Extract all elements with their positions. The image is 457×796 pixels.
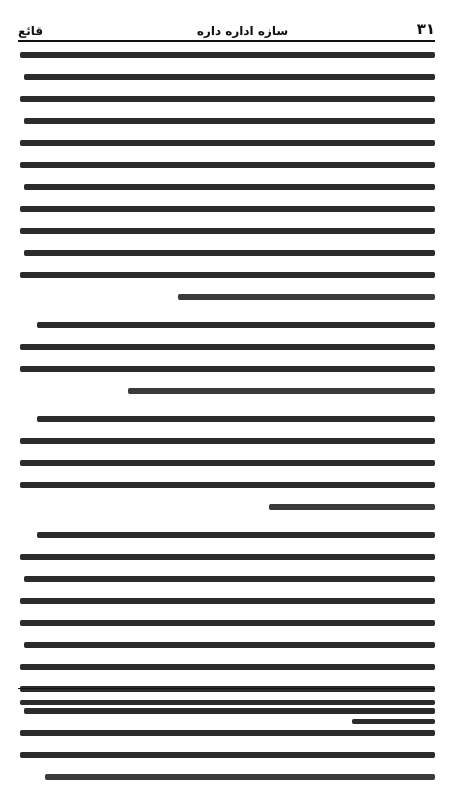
text-line [45,774,435,780]
text-line [128,388,435,394]
text-line [20,96,435,102]
book-title: قائع [18,24,44,38]
text-line [20,598,435,604]
text-line [20,460,435,466]
body-text [20,52,435,796]
footnote-line [20,700,435,705]
text-line [20,686,435,692]
text-line [24,184,435,190]
text-line [20,664,435,670]
text-line [24,118,435,124]
text-line [20,52,435,58]
text-line [24,250,435,256]
text-line [20,140,435,146]
text-line [20,554,435,560]
footnote-line [352,719,435,724]
text-line [24,74,435,80]
footnote-rule [18,688,435,689]
text-line [20,620,435,626]
text-line [37,416,435,422]
text-line [20,438,435,444]
text-line [20,162,435,168]
text-line [37,322,435,328]
page-header [18,12,435,38]
text-line [20,482,435,488]
text-line [24,576,435,582]
text-line [20,752,435,758]
text-line [178,294,435,300]
footnote [20,700,435,738]
text-line [37,532,435,538]
text-line [269,504,435,510]
text-line [20,344,435,350]
text-line [20,366,435,372]
header-rule [18,40,435,42]
page-number: ٣١ [416,20,435,38]
text-line [20,206,435,212]
text-line [20,272,435,278]
text-line [24,642,435,648]
text-line [20,228,435,234]
running-title: سازه اداره داره [196,24,289,38]
